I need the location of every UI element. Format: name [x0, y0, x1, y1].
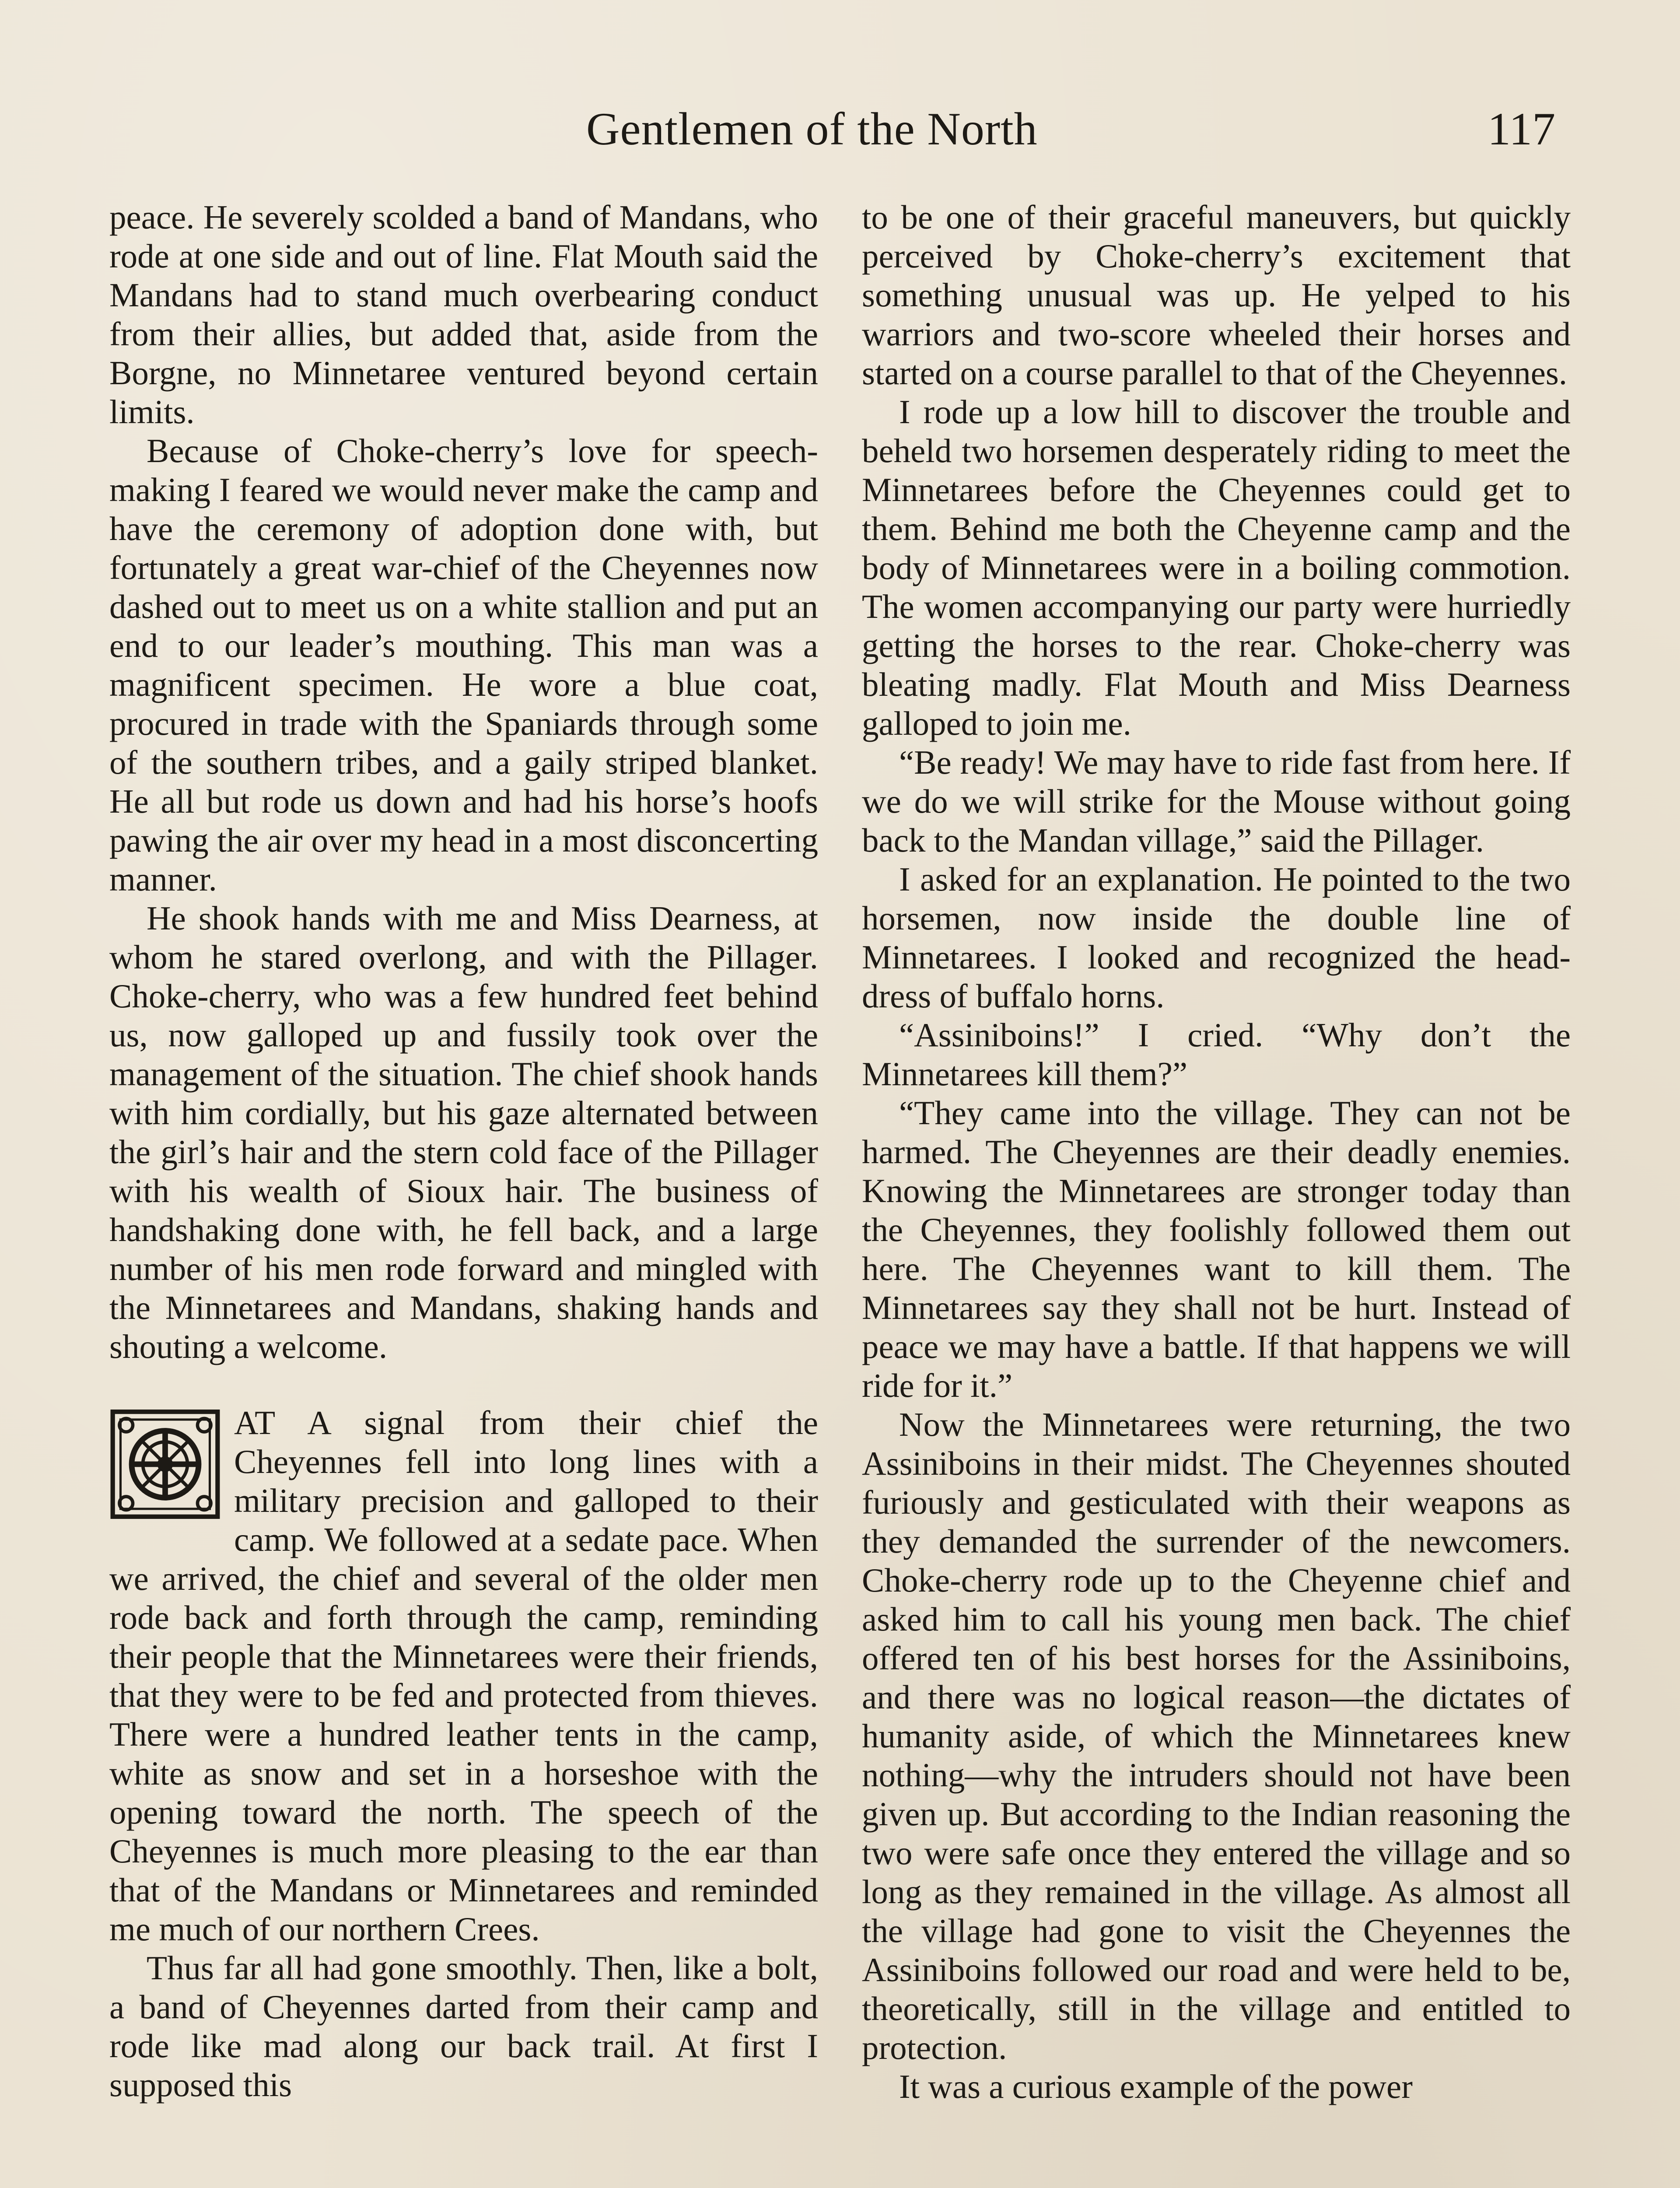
- paragraph: It was a curious example of the power: [899, 2068, 1413, 2105]
- right-column: [862, 198, 1571, 2106]
- section-opening: [109, 1403, 818, 1949]
- celtic-knot-ornament-icon: [109, 1407, 221, 1522]
- paragraph: I asked for an explanation. He pointed to the two horsemen, now inside the double line of Minnetarees. I looked and recognized the head-dress of buffalo horns.: [862, 860, 1571, 1015]
- paragraph: “Be ready! We may have to ride fast from here. If we do we will strike for the Mouse without going back to the Mandan village,” said the Pillager.: [862, 743, 1571, 859]
- page-number: 117: [1488, 103, 1556, 154]
- paragraph: AT A signal from their chief the Cheyennes fell into long lines with a military precision and galloped to their camp. We followed at a sedate pace. When we arrived, the chief and several of the older men rode back and forth through the camp, reminding their people that the Minnetarees were their friends, that they were to be fed and protected from thieves. There were a hundred leather tents in the camp, white as snow and set in a horseshoe with the opening toward the north. The speech of the Cheyennes is much more pleasing to the ear than that of the Mandans or Minnetarees and reminded me much of our northern Crees.: [109, 1404, 818, 1948]
- paragraph: Because of Choke-cherry’s love for speech-making I feared we would never make the camp and have the ceremony of adoption done with, but fortunately a great war-chief of the Cheyennes now dashed out to meet us on a white stallion and put an end to our leader’s mouthing. This man was a magnificent specimen. He wore a blue coat, procured in trade with the Spaniards through some of the southern tribes, and a gaily striped blanket. He all but rode us down and had his horse’s hoofs pawing the air over my head in a most disconcerting manner.: [109, 432, 818, 898]
- page-header: [0, 94, 1680, 164]
- paragraph: He shook hands with me and Miss Dearness, at whom he stared overlong, and with the Pillager. Choke-cherry, who was a few hundred feet behind us, now galloped up and fussily took over the management of the situation. The chief shook hands with him cordially, but his gaze alternated between the girl’s hair and the stern cold face of the Pillager with his wealth of Sioux hair. The business of handshaking done with, he fell back, and a large number of his men rode forward and mingled with the Minnetarees and Mandans, shaking hands and shouting a welcome.: [109, 899, 818, 1365]
- running-title: Gentlemen of the North: [586, 103, 1038, 154]
- paragraph: to be one of their graceful maneuvers, but quickly perceived by Choke-cherry’s excitement that something unusual was up. He yelped to his warriors and two-score wheeled their horses and started on a course parallel to that of the Cheyennes.: [862, 198, 1571, 392]
- paragraph: Now the Minnetarees were returning, the two Assiniboins in their midst. The Cheyennes shouted furiously and gesticulated with their weapons as they demanded the surrender of the newcomers. Choke-cherry rode up to the Cheyenne chief and asked him to call his young men back. The chief offered ten of his best horses for the Assiniboins, and there was no logical reason—the dictates of humanity aside, of which the Minnetarees knew nothing—why the intruders should not have been given up. But according to the Indian reasoning the two were safe once they entered the village and so long as they remained in the village. As almost all the village had gone to visit the Cheyennes the Assiniboins followed our road and were held to be, theoretically, still in the village and entitled to protection.: [862, 1406, 1571, 2066]
- paragraph: peace. He severely scolded a band of Mandans, who rode at one side and out of line. Flat Mouth said the Mandans had to stand much overbearing conduct from their allies, but added that, aside from the Borgne, no Minnetaree ventured beyond certain limits.: [109, 198, 818, 431]
- paragraph: “They came into the village. They can not be harmed. The Cheyennes are their deadly enemies. Knowing the Minnetarees are stronger today than the Cheyennes, they foolishly followed them out here. The Cheyennes want to kill them. The Minnetarees say they shall not be hurt. Instead of peace we may have a battle. If that happens we will ride for it.”: [862, 1094, 1571, 1404]
- paragraph: “Assiniboins!” I cried. “Why don’t the Minnetarees kill them?”: [862, 1016, 1571, 1093]
- paragraph: I rode up a low hill to discover the trouble and beheld two horsemen desperately riding to meet the Minnetarees before the Cheyennes could get to them. Behind me both the Cheyenne camp and the body of Minnetarees were in a boiling commotion. The women accompanying our party were hurriedly getting the horses to the rear. Choke-cherry was bleating madly. Flat Mouth and Miss Dearness galloped to join me.: [862, 393, 1571, 742]
- paragraph: Thus far all had gone smoothly. Then, like a bolt, a band of Cheyennes darted from their camp and rode like mad along our back trail. At first I supposed this: [109, 1949, 818, 2104]
- left-column: [109, 198, 818, 2104]
